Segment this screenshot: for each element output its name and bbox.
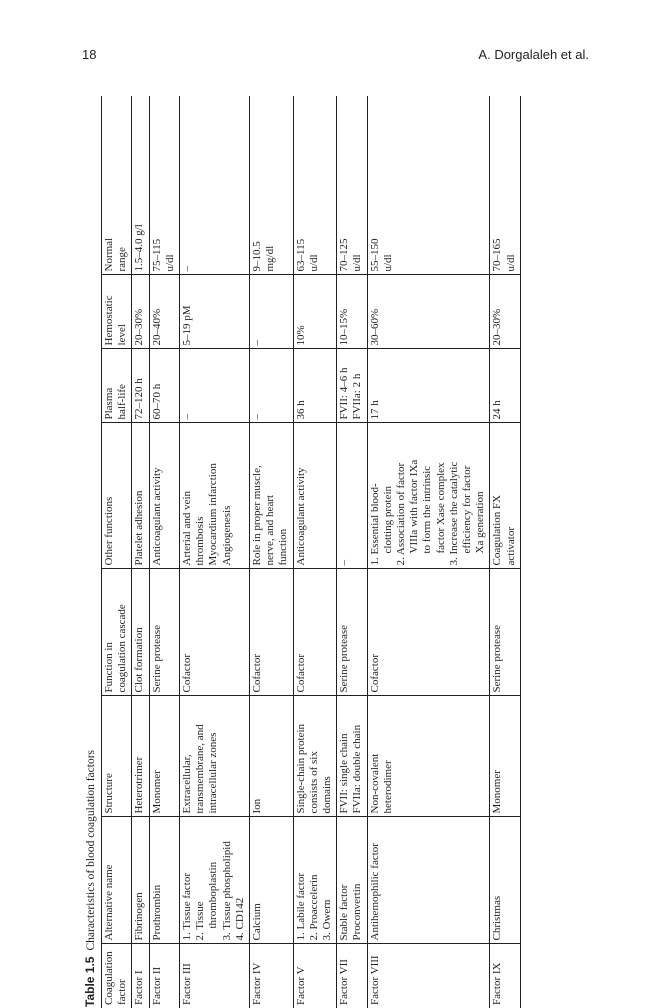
table-cell (367, 96, 490, 275)
running-head: A. Dorgalaleh et al. (478, 47, 589, 62)
cell-text-line: Proconvertin (351, 883, 364, 941)
table-row (132, 96, 149, 1008)
cell-text-line: thromboplastin (207, 861, 220, 929)
table-cell (250, 696, 294, 817)
cell-text-line: u/dl (163, 254, 176, 272)
cell-text-line: to form the intrinsic (421, 465, 434, 554)
cell-text-line: 20–30% (491, 308, 504, 346)
table-cell (132, 817, 149, 944)
cell-text-line: 30–60% (368, 308, 381, 346)
cell-text-line: activator (504, 527, 517, 566)
cell-text-line: Anticoagulant activity (150, 467, 163, 566)
table-cell (337, 696, 367, 817)
coagulation-factors-table (101, 96, 521, 1008)
cell-text-line: 1. Essential blood- (368, 483, 381, 566)
table-cell (180, 696, 250, 817)
cell-text-line: Alternative name (103, 864, 115, 941)
table-cell (367, 817, 490, 944)
cell-text-line: efficiency for factor (461, 465, 474, 554)
cell-text-line: 1.5–4.0 g/l (133, 224, 146, 272)
cell-text-line: FVIIa: 2 h (351, 373, 364, 420)
table-cell (250, 349, 294, 423)
cell-text-line: 5–19 pM (181, 305, 194, 346)
cell-text-line: VIIIa with factor IXa (408, 459, 421, 554)
cell-text-line: function (277, 528, 290, 566)
table-cell (132, 696, 149, 817)
cell-text-line: Hemostatic (103, 295, 115, 346)
table-cell (149, 96, 179, 275)
table-row (490, 96, 520, 1008)
table-cell (337, 944, 367, 1008)
table-cell (180, 349, 250, 423)
table-cell (132, 96, 149, 275)
cell-text-line: Single-chain protein (294, 723, 307, 814)
table-row (250, 96, 294, 1008)
cell-text-line: Factor VIII (368, 955, 381, 1005)
table-cell (490, 96, 520, 275)
table-cell (132, 944, 149, 1008)
cell-text-line: Role in proper muscle, (251, 465, 264, 566)
cell-text-line: 55–150 (368, 238, 381, 272)
table-cell (180, 423, 250, 569)
cell-text-line: u/dl (307, 254, 320, 272)
column-header (102, 569, 132, 696)
cell-text-line: 3. Increase the catalytic (447, 461, 460, 566)
cell-text-line: 3. Owern (321, 899, 334, 941)
cell-text-line: Cofactor (294, 654, 307, 693)
cell-text-line: factor Xase complex (434, 462, 447, 554)
cell-text-line: – (251, 340, 264, 346)
cell-text-line: Prothrombin (150, 884, 163, 941)
cell-text-line: 24 h (491, 400, 504, 420)
cell-text-line: FVII: 4–6 h (338, 367, 351, 420)
table-cell (132, 569, 149, 696)
table-cell (180, 569, 250, 696)
cell-text-line: Function in (103, 642, 115, 693)
cell-text-line: heterodimer (381, 760, 394, 814)
cell-text-line: half-life (116, 384, 129, 420)
table-cell (337, 349, 367, 423)
cell-text-line: Calcium (251, 903, 264, 941)
table-cell (337, 275, 367, 349)
cell-text-line: u/dl (381, 254, 394, 272)
cell-text-line: Antihemophilic factor (368, 843, 381, 941)
cell-text-line: 70–125 (338, 238, 351, 272)
table-cell (250, 817, 294, 944)
cell-text-line: 75–115 (150, 238, 163, 272)
cell-text-line: u/dl (504, 254, 517, 272)
table-cell (490, 817, 520, 944)
cell-text-line: Anticoagulant activity (294, 467, 307, 566)
table-cell (180, 96, 250, 275)
cell-text-line: Other functions (103, 496, 115, 566)
table-cell (293, 275, 337, 349)
cell-text-line: Stable factor (338, 884, 351, 941)
cell-text-line: Structure (103, 773, 115, 814)
table-row (337, 96, 367, 1008)
cell-text-line: Coagulation FX (491, 494, 504, 566)
cell-text-line: Factor IV (251, 962, 264, 1005)
table-cell (337, 817, 367, 944)
table-cell (367, 349, 490, 423)
table-cell (490, 423, 520, 569)
table-cell (293, 423, 337, 569)
cell-text-line: factor (116, 979, 129, 1005)
table-cell (293, 96, 337, 275)
cell-text-line: nerve, and heart (264, 494, 277, 566)
cell-text-line: 10% (294, 325, 307, 346)
table-cell (367, 423, 490, 569)
table-row (367, 96, 490, 1008)
cell-text-line: Christmas (491, 895, 504, 941)
table-row (180, 96, 250, 1008)
column-header (102, 423, 132, 569)
table-cell (490, 569, 520, 696)
cell-text-line: 60–70 h (150, 383, 163, 420)
table-number: Table 1.5 (83, 956, 97, 1007)
cell-text-line: Cofactor (368, 654, 381, 693)
table-cell (149, 817, 179, 944)
table-cell (367, 944, 490, 1008)
cell-text-line: 2. Proaccelerin (307, 874, 320, 941)
cell-text-line: – (181, 266, 194, 272)
cell-text-line: Arterial and vein (181, 490, 194, 566)
cell-text-line: Factor I (133, 970, 146, 1005)
cell-text-line: Serine protease (491, 625, 504, 693)
table-cell (132, 349, 149, 423)
cell-text-line: range (116, 247, 129, 272)
cell-text-line: Plasma (103, 387, 115, 420)
table-cell (149, 349, 179, 423)
cell-text-line: Normal (103, 237, 115, 272)
cell-text-line: Monomer (491, 770, 504, 814)
table-cell (250, 275, 294, 349)
cell-text-line: 17 h (368, 400, 381, 420)
table-cell (149, 569, 179, 696)
cell-text-line: Angiogenesis (220, 505, 233, 566)
cell-text-line: 36 h (294, 400, 307, 420)
table-cell (149, 275, 179, 349)
table-row (149, 96, 179, 1008)
column-header (102, 944, 132, 1008)
cell-text-line: Platelet adhesion (133, 490, 146, 566)
table-cell (250, 423, 294, 569)
page-number: 18 (82, 47, 97, 62)
cell-text-line: Serine protease (338, 625, 351, 693)
cell-text-line: 70–165 (491, 238, 504, 272)
cell-text-line: Coagulation (103, 951, 115, 1005)
table-cell (293, 696, 337, 817)
cell-text-line: 72–120 h (133, 378, 146, 420)
table-cell (250, 944, 294, 1008)
cell-text-line: Factor II (150, 966, 163, 1005)
cell-text-line: level (116, 324, 129, 346)
table-cell (132, 275, 149, 349)
table-caption (83, 96, 101, 1008)
table-cell (250, 96, 294, 275)
cell-text-line: Myocardium infarction (207, 463, 220, 566)
table-cell (293, 569, 337, 696)
table-cell (180, 944, 250, 1008)
cell-text-line: mg/dl (264, 245, 277, 272)
table-cell (250, 569, 294, 696)
cell-text-line: u/dl (351, 254, 364, 272)
cell-text-line: Monomer (150, 770, 163, 814)
column-header (102, 817, 132, 944)
cell-text-line: – (181, 414, 194, 420)
cell-text-line: Factor VII (338, 959, 351, 1005)
cell-text-line: FVII: single chain (338, 733, 351, 814)
table-cell (490, 696, 520, 817)
column-header (102, 96, 132, 275)
table-cell (180, 275, 250, 349)
cell-text-line: – (251, 414, 264, 420)
cell-text-line: Factor IX (491, 962, 504, 1005)
cell-text-line: Heterotrimer (133, 756, 146, 814)
cell-text-line: 10–15% (338, 308, 351, 346)
column-header (102, 696, 132, 817)
cell-text-line: 63–115 (294, 238, 307, 272)
cell-text-line: Serine protease (150, 625, 163, 693)
cell-text-line: clotting protein (381, 485, 394, 554)
cell-text-line: 1. Labile factor (294, 873, 307, 941)
table-caption-text: Characteristics of blood coagulation factors (85, 749, 97, 951)
table-cell (293, 349, 337, 423)
table-cell (180, 817, 250, 944)
cell-text-line: Extracellular, (181, 754, 194, 814)
column-header (102, 349, 132, 423)
cell-text-line: 2. Tissue (194, 901, 207, 941)
table-cell (337, 423, 367, 569)
cell-text-line: Cofactor (181, 654, 194, 693)
table-cell (149, 696, 179, 817)
cell-text-line: 2. Association of factor (395, 462, 408, 566)
cell-text-line: 4. CD142 (233, 897, 246, 941)
cell-text-line: Xa generation (474, 491, 487, 554)
cell-text-line: 1. Tissue factor (181, 872, 194, 941)
cell-text-line: transmembrane, and (194, 724, 207, 814)
cell-text-line: coagulation cascade (116, 604, 129, 693)
cell-text-line: 9–10.5 (251, 241, 264, 272)
cell-text-line: 3. Tissue phospholipid (220, 841, 233, 941)
table-cell (490, 349, 520, 423)
cell-text-line: Factor V (294, 966, 307, 1005)
cell-text-line: intracellular zones (207, 732, 220, 814)
table-cell (490, 275, 520, 349)
table-cell (293, 944, 337, 1008)
column-header (102, 275, 132, 349)
table-cell (337, 569, 367, 696)
table-cell (337, 96, 367, 275)
table-cell (490, 944, 520, 1008)
cell-text-line: Factor III (181, 963, 194, 1005)
table-cell (132, 423, 149, 569)
table-cell (149, 944, 179, 1008)
cell-text-line: Cofactor (251, 654, 264, 693)
cell-text-line: thrombosis (194, 516, 207, 566)
cell-text-line: FVIIa: double chain (351, 724, 364, 814)
cell-text-line: – (338, 560, 351, 566)
table-header-row (102, 96, 132, 1008)
rotated-table-container (83, 96, 653, 1008)
cell-text-line: 20–30% (133, 308, 146, 346)
cell-text-line: Non-covalent (368, 753, 381, 814)
table-cell (149, 423, 179, 569)
cell-text-line: domains (321, 776, 334, 814)
table-body (132, 96, 520, 1008)
cell-text-line: Clot formation (133, 627, 146, 693)
table-cell (293, 817, 337, 944)
cell-text-line: 20–40% (150, 308, 163, 346)
cell-text-line: Ion (251, 798, 264, 814)
table-cell (367, 275, 490, 349)
table-cell (367, 696, 490, 817)
cell-text-line: consists of six (307, 751, 320, 814)
table-row (293, 96, 337, 1008)
table-cell (367, 569, 490, 696)
cell-text-line: Fibrinogen (133, 892, 146, 941)
